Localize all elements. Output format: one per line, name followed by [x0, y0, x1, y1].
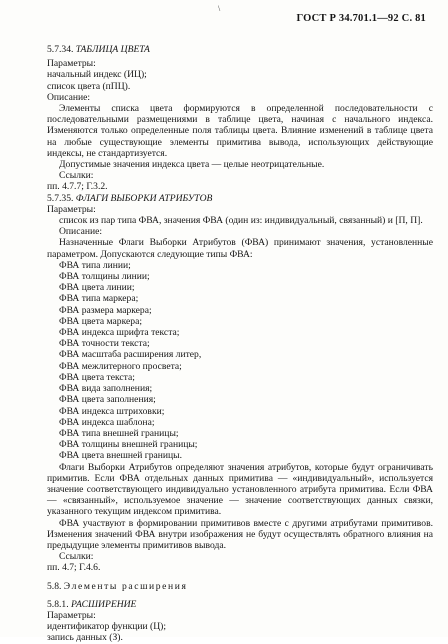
section-heading [47, 44, 433, 55]
page-body [47, 44, 433, 644]
refs-text: пп. 4.7.7; Г.3.2. [47, 181, 108, 193]
list-item: ФВА размера маркера; [59, 304, 152, 316]
section-number: 5.7.35. [47, 192, 74, 204]
fva-type-list [47, 260, 433, 462]
section-5-8 [47, 581, 433, 592]
section-title: РАСШИРЕНИЕ [71, 598, 137, 610]
list-item: ФВА индекса штриховки; [59, 405, 165, 417]
scan-mark: \ [218, 4, 221, 13]
list-item: ФВА цвета внешней границы. [59, 450, 183, 462]
section-heading [47, 599, 433, 610]
list-item: ФВА толщины внешней границы; [59, 439, 198, 451]
desc-text: Элементы списка цвета формируются в определенной последовательности с последовательными размещениями в таблице цвета, начиная с начального индекса. Изменяются только определенные поля таблицы цвета. Влияние изменений в таблице цвета на любые существующие элементы примитива вывода, использующих действующие индексы, не стандартизуется. [47, 103, 433, 159]
param-item: список цвета (пПЦ). [47, 80, 131, 92]
section-heading [47, 581, 433, 592]
list-item: ФВА индекса шрифта текста; [59, 327, 180, 339]
list-item: ФВА межлитерного просвета; [59, 360, 182, 372]
param-item: начальный индекс (ИЦ); [47, 69, 147, 81]
section-number: 5.8. [47, 580, 62, 592]
params-text: список из пар типа ФВА, значения ФВА (один из: индивидуальный, связанный) и [П, П]. [59, 215, 423, 227]
list-item: ФВА толщины линии; [59, 271, 150, 283]
list-item: ФВА масштаба расширения литер, [59, 349, 202, 361]
section-5-8-1 [47, 599, 433, 644]
section-number: 5.7.34. [47, 44, 74, 55]
section-5-7-35 [47, 193, 433, 574]
list-item: ФВА типа линии; [59, 259, 131, 271]
list-item: ФВА индекса шаблона; [59, 416, 155, 428]
refs-text: пп. 4.7; Г.4.6. [47, 562, 101, 574]
section-number: 5.8.1. [47, 598, 69, 610]
param-item: запись данных (З). [47, 632, 123, 644]
list-item: ФВА цвета текста; [59, 371, 135, 383]
section-5-7-34 [47, 44, 433, 193]
list-item: ФВА типа маркера; [59, 293, 139, 305]
section-heading [47, 193, 433, 204]
list-item: ФВА цвета маркера; [59, 315, 142, 327]
param-item: идентификатор функции (Ц); [47, 621, 167, 633]
desc-text: Назначенные Флаги Выборки Атрибутов (ФВА) принимают значения, установленные параметром. Допускаются следующие типы ФВА: [47, 237, 433, 260]
refs-label: Ссылки: [59, 551, 94, 563]
allowed-values: Допустимые значения индекса цвета — целые неотрицательные. [59, 159, 325, 171]
page-header: ГОСТ Р 34.701.1—92 С. 81 [296, 13, 426, 24]
desc-label: Описание: [59, 226, 103, 238]
refs-label: Ссылки: [59, 170, 94, 182]
paragraph: Флаги Выборки Атрибутов определяют значения атрибутов, которые будут ограничивать примитив. Если ФВА отдельных данных примитива — «индивидуальный», используется значение соответствующего индивидуально установленного атрибута примитива. Если ФВА — «связанный», используемое значение — значение соответствующих данных связки, указанного текущим индексом примитива. [47, 461, 433, 518]
list-item: ФВА цвета заполнения; [59, 394, 156, 406]
params-label: Параметры: [47, 609, 96, 621]
list-item: ФВА цвета линии; [59, 282, 135, 294]
params-label: Параметры: [47, 58, 96, 70]
list-item: ФВА типа внешней границы; [59, 427, 179, 439]
list-item: ФВА точности текста; [59, 338, 150, 350]
list-item: ФВА вида заполнения; [59, 383, 153, 395]
section-title: Элементы расширения [63, 580, 188, 592]
desc-label: Описание: [47, 91, 91, 103]
section-title: ФЛАГИ ВЫБОРКИ АТРИБУТОВ [75, 192, 213, 204]
params-label: Параметры: [47, 203, 96, 215]
paragraph: ФВА участвуют в формировании примитивов вместе с другими атрибутами примитивов. Изменения значений ФВА внутри изображения не будут осуществлять обратного влияния на предыдущие элементы примитивов вывода. [47, 517, 433, 551]
section-title: ТАБЛИЦА ЦВЕТА [75, 44, 150, 55]
